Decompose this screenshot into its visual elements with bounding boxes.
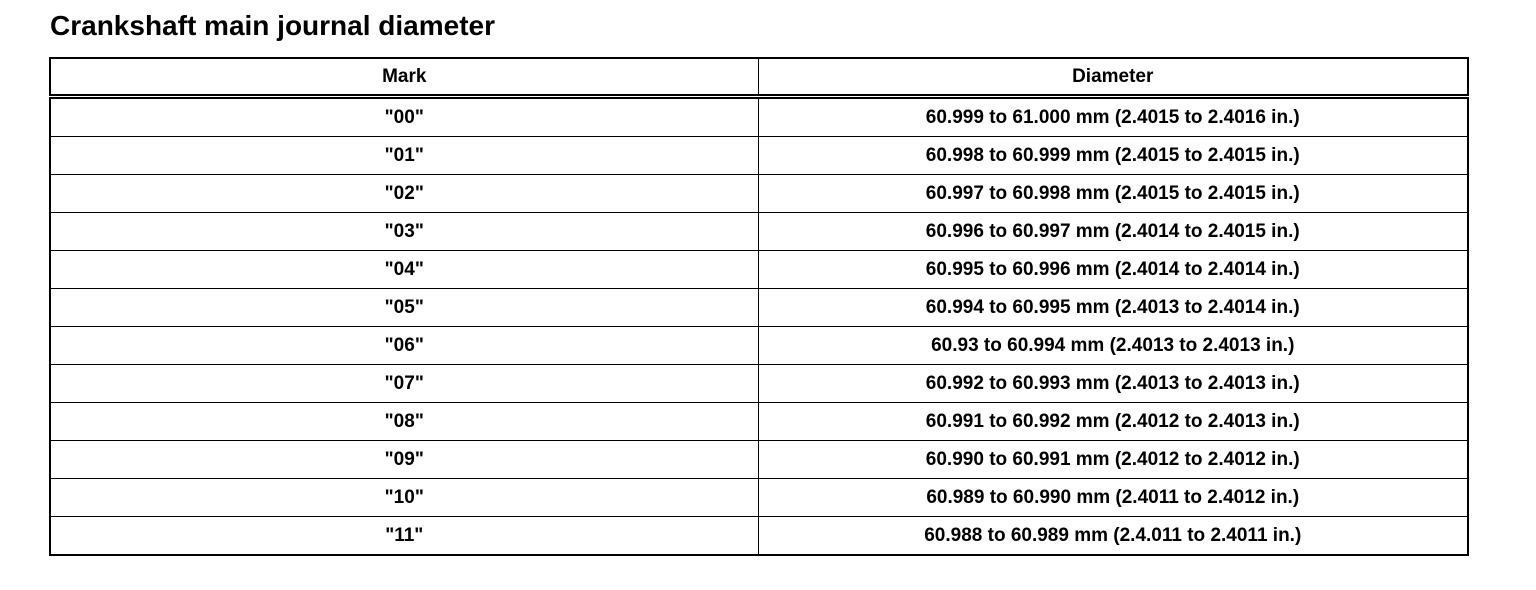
table-row — [50, 137, 1468, 175]
header-row — [50, 58, 1468, 97]
journal-diameter-table — [49, 57, 1469, 556]
mark-cell: "08" — [50, 403, 758, 441]
diameter-cell: 60.989 to 60.990 mm (2.4011 to 2.4012 in.) — [758, 479, 1468, 517]
diameter-cell: 60.990 to 60.991 mm (2.4012 to 2.4012 in.) — [758, 441, 1468, 479]
mark-cell: "09" — [50, 441, 758, 479]
table-row — [50, 213, 1468, 251]
table-header — [50, 58, 1468, 97]
table-row — [50, 403, 1468, 441]
table-row — [50, 327, 1468, 365]
table-row — [50, 365, 1468, 403]
diameter-cell: 60.988 to 60.989 mm (2.4.011 to 2.4011 in.) — [758, 517, 1468, 556]
mark-cell: "06" — [50, 327, 758, 365]
table-row — [50, 441, 1468, 479]
diameter-cell: 60.992 to 60.993 mm (2.4013 to 2.4013 in.) — [758, 365, 1468, 403]
table-body — [50, 97, 1468, 556]
mark-cell: "03" — [50, 213, 758, 251]
diameter-cell: 60.996 to 60.997 mm (2.4014 to 2.4015 in.) — [758, 213, 1468, 251]
diameter-cell: 60.995 to 60.996 mm (2.4014 to 2.4014 in.) — [758, 251, 1468, 289]
mark-cell: "02" — [50, 175, 758, 213]
table-row — [50, 97, 1468, 137]
diameter-cell: 60.991 to 60.992 mm (2.4012 to 2.4013 in.) — [758, 403, 1468, 441]
diameter-cell: 60.999 to 61.000 mm (2.4015 to 2.4016 in.) — [758, 97, 1468, 137]
diameter-cell: 60.997 to 60.998 mm (2.4015 to 2.4015 in.) — [758, 175, 1468, 213]
table-row — [50, 517, 1468, 556]
mark-cell: "00" — [50, 97, 758, 137]
column-header-mark: Mark — [50, 58, 758, 97]
table-row — [50, 251, 1468, 289]
diameter-cell: 60.994 to 60.995 mm (2.4013 to 2.4014 in.) — [758, 289, 1468, 327]
mark-cell: "04" — [50, 251, 758, 289]
table-row — [50, 479, 1468, 517]
mark-cell: "01" — [50, 137, 758, 175]
diameter-cell: 60.93 to 60.994 mm (2.4013 to 2.4013 in.) — [758, 327, 1468, 365]
page-title: Crankshaft main journal diameter — [50, 10, 496, 41]
mark-cell: "07" — [50, 365, 758, 403]
mark-cell: "11" — [50, 517, 758, 556]
column-header-diameter: Diameter — [758, 58, 1468, 97]
mark-cell: "05" — [50, 289, 758, 327]
diameter-cell: 60.998 to 60.999 mm (2.4015 to 2.4015 in.) — [758, 137, 1468, 175]
table-row — [50, 289, 1468, 327]
table-row — [50, 175, 1468, 213]
mark-cell: "10" — [50, 479, 758, 517]
